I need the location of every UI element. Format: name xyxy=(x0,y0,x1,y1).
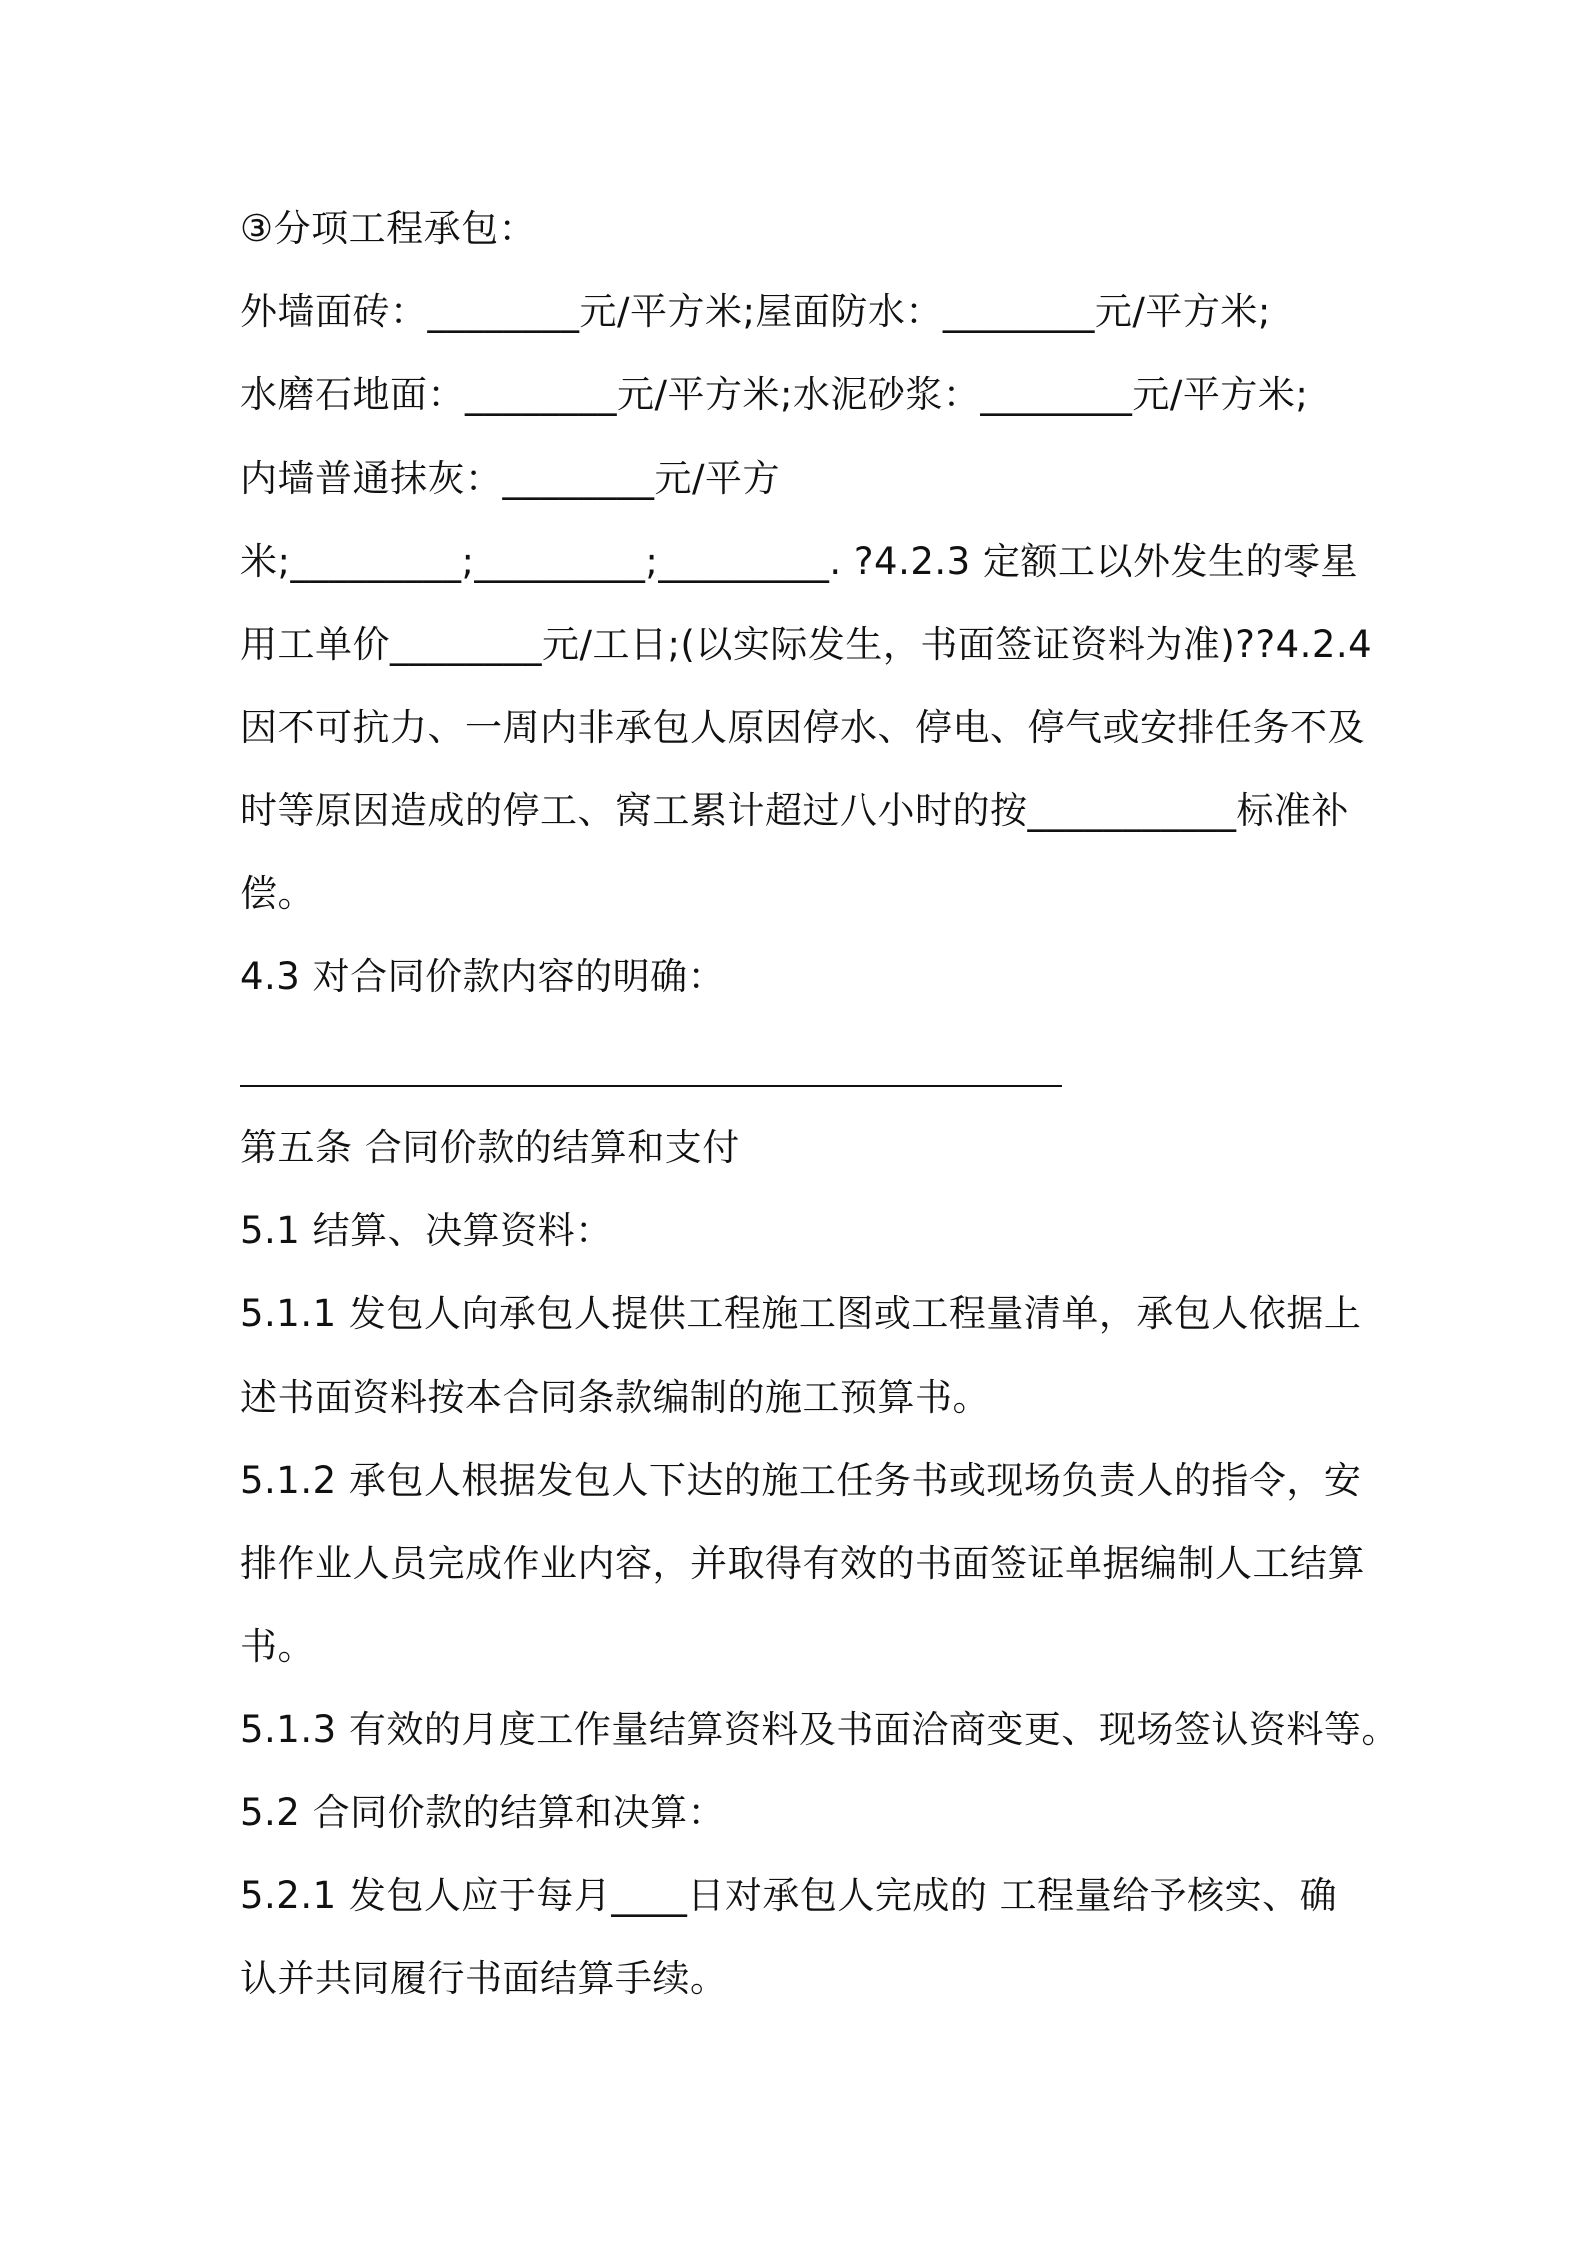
text-line-5-1-1: 5.1.1 发包人向承包人提供工程施工图或工程量清单，承包人依据上 xyxy=(240,1292,1362,1335)
text-line-5-1-1-cont: 述书面资料按本合同条款编制的施工预算书。 xyxy=(240,1376,990,1419)
text-line-5-1-2-cont: 排作业人员完成作业内容，并取得有效的书面签证单据编制人工结算 xyxy=(240,1542,1365,1585)
text-line-compensation: 时等原因造成的停工、窝工累计超过八小时的按___________标准补 xyxy=(240,789,1349,832)
text-line-terrazzo-mortar: 水磨石地面：________元/平方米;水泥砂浆：________元/平方米; xyxy=(240,373,1309,416)
text-line-5-2-1-cont: 认并共同履行书面结算手续。 xyxy=(240,1957,728,2000)
text-line-5-1-3: 5.1.3 有效的月度工作量结算资料及书面洽商变更、现场签认资料等。 xyxy=(240,1708,1399,1751)
text-line-labor-price: 用工单价________元/工日;(以实际发生，书面签证资料为准)??4.2.4 xyxy=(240,623,1373,666)
text-line-4-2-3: 米;_________;_________;_________. ?4.2.3 定额工以外发生的零星 xyxy=(240,540,1358,583)
text-line-force-majeure: 因不可抗力、一周内非承包人原因停水、停电、停气或安排任务不及 xyxy=(240,706,1365,749)
text-line-subcontract-heading: ③分项工程承包： xyxy=(240,207,537,250)
text-line-5-2: 5.2 合同价款的结算和决算： xyxy=(240,1791,726,1834)
text-line-compensation-end: 偿。 xyxy=(240,872,315,915)
text-line-5-1: 5.1 结算、决算资料： xyxy=(240,1209,613,1252)
blank-underline xyxy=(240,1085,1062,1087)
text-line-tile-waterproof: 外墙面砖：________元/平方米;屋面防水：________元/平方米; xyxy=(240,290,1271,333)
text-line-4-3: 4.3 对合同价款内容的明确： xyxy=(240,955,726,998)
text-line-5-1-2: 5.1.2 承包人根据发包人下达的施工任务书或现场负责人的指令，安 xyxy=(240,1459,1362,1502)
text-line-5-2-1: 5.2.1 发包人应于每月____日对承包人完成的 工程量给予核实、确 xyxy=(240,1874,1338,1917)
text-line-5-1-2-end: 书。 xyxy=(240,1625,315,1668)
section-heading-article-5: 第五条 合同价款的结算和支付 xyxy=(240,1126,740,1169)
text-line-plaster: 内墙普通抹灰：________元/平方 xyxy=(240,457,780,500)
